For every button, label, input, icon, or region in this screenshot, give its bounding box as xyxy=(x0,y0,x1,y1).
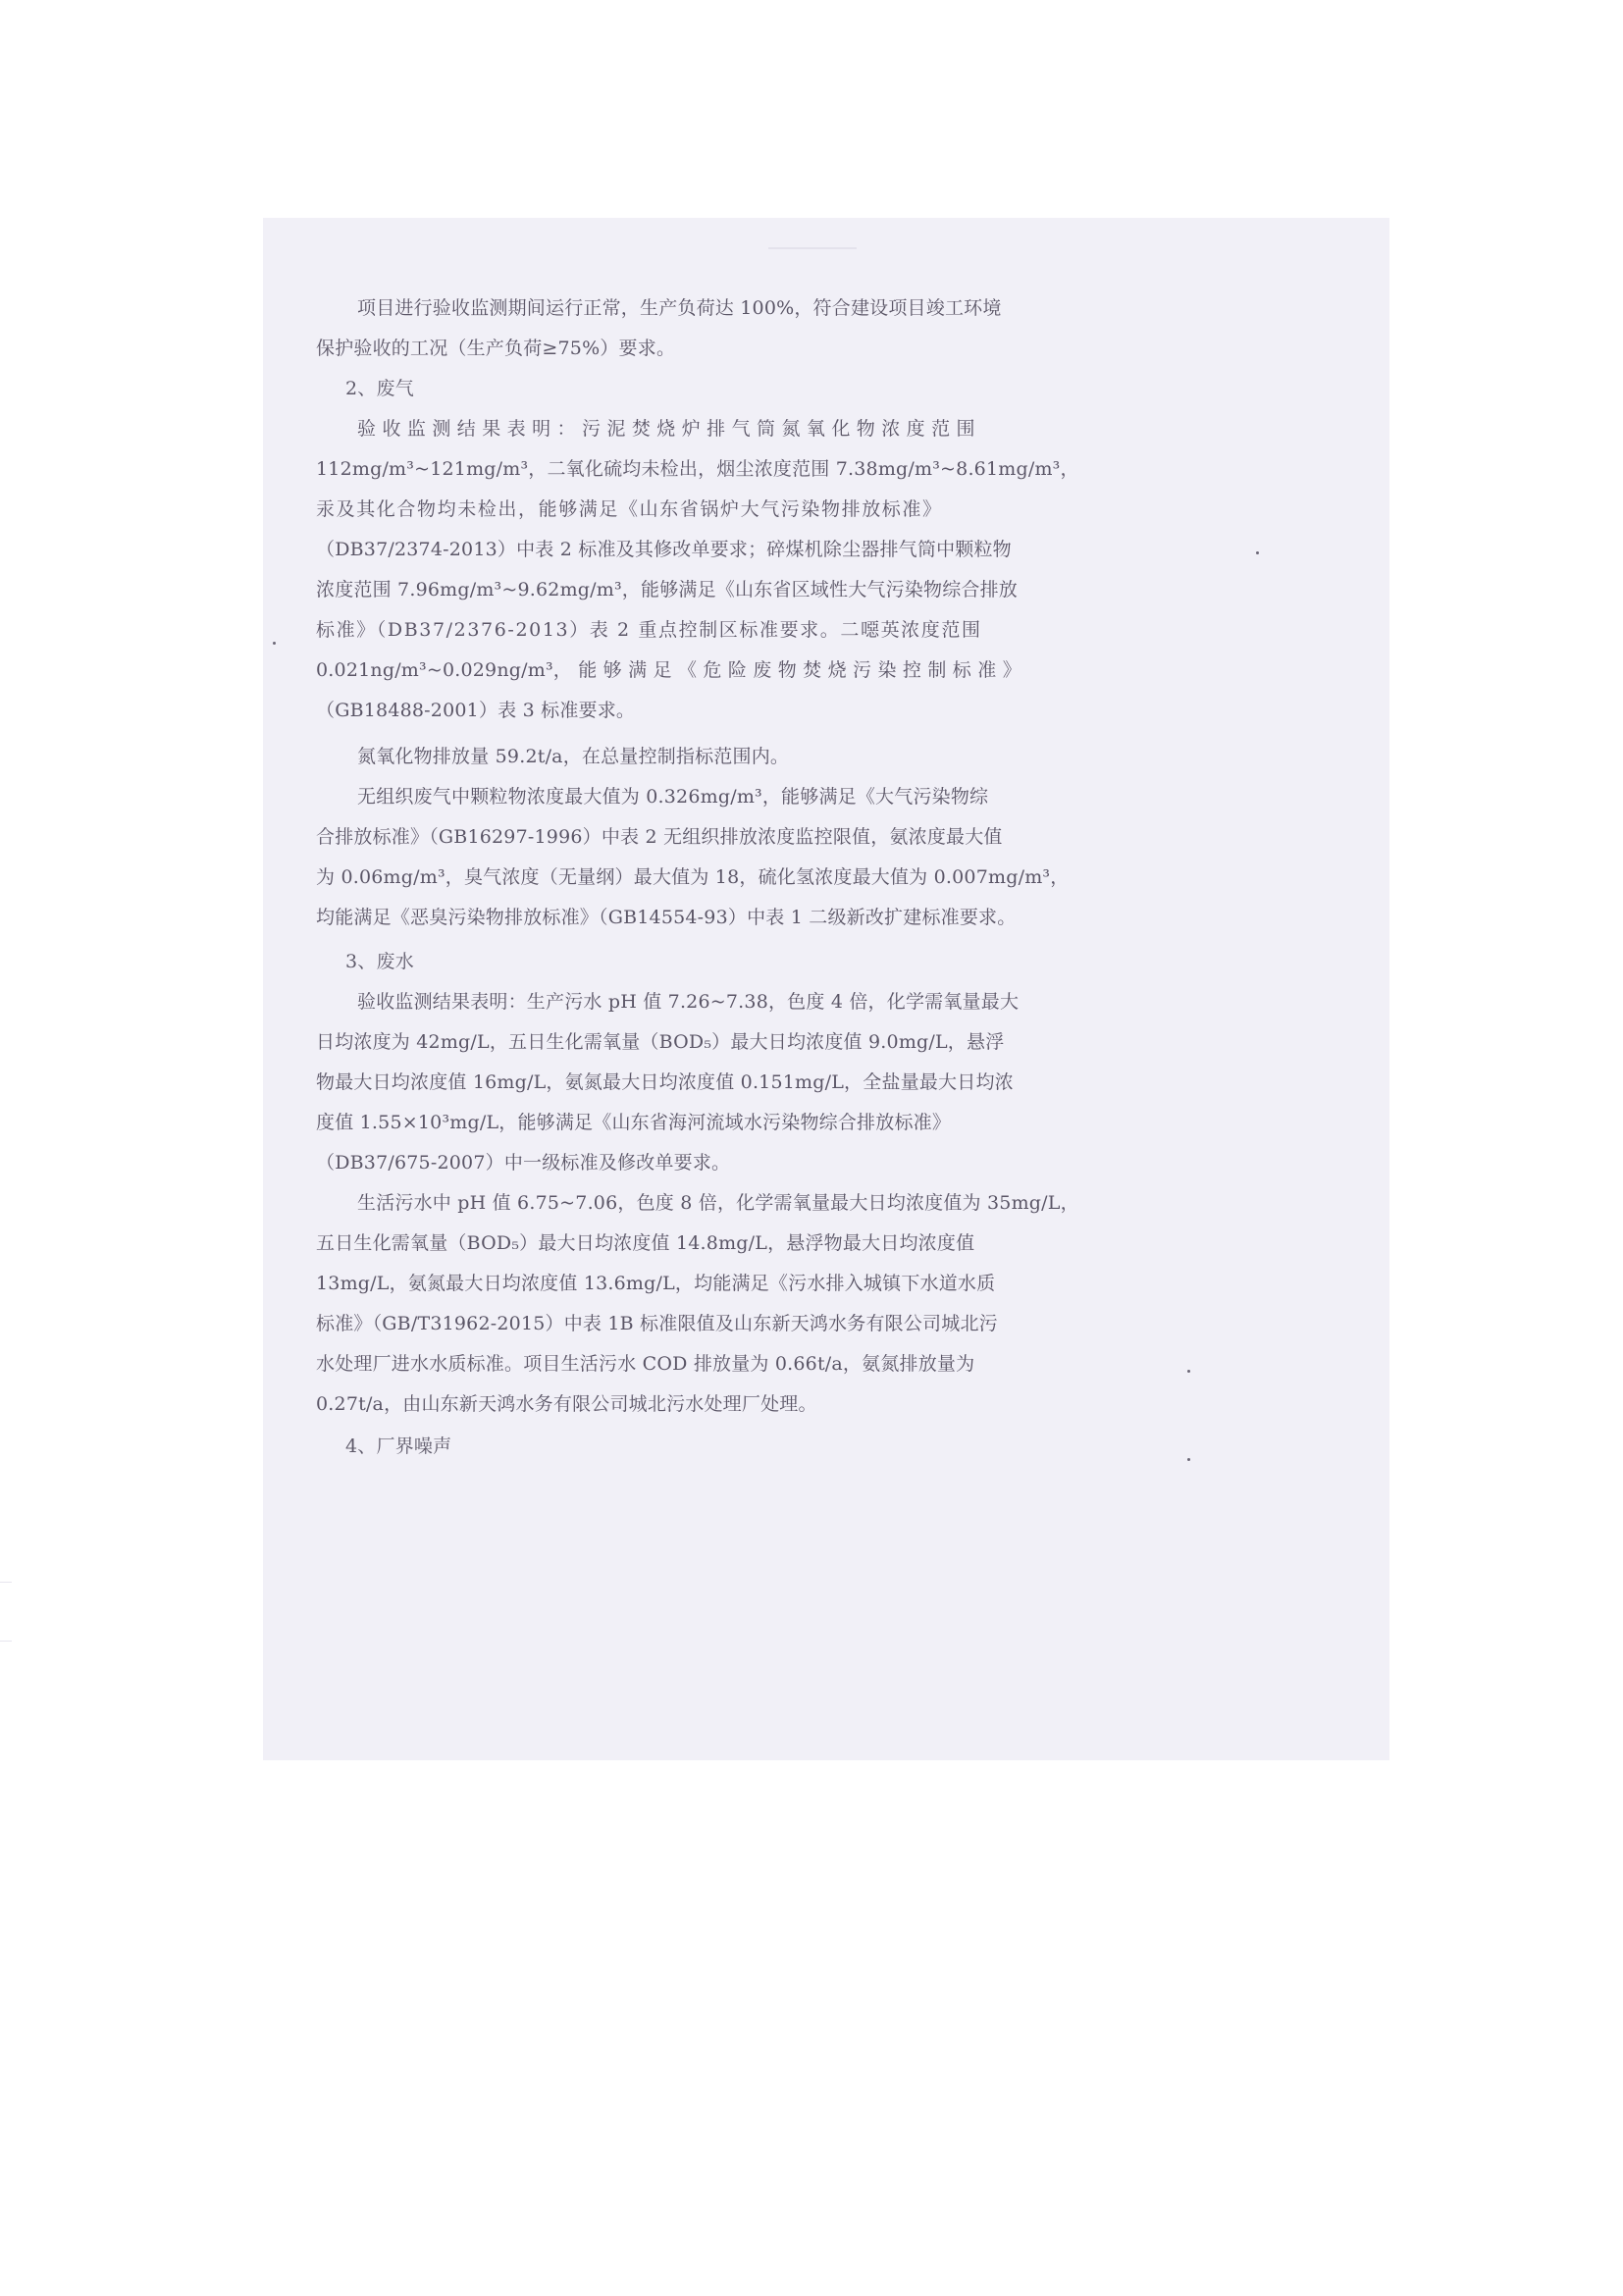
text-line: 保护验收的工况（生产负荷≥75%）要求。 xyxy=(316,338,676,359)
text-line: 合排放标准》（GB16297-1996）中表 2 无组织排放浓度监控限值，氨浓度最大值 xyxy=(316,826,1003,848)
text-line: 日均浓度为 42mg/L，五日生化需氧量（BOD₅）最大日均浓度值 9.0mg/L，悬浮 xyxy=(316,1031,1005,1053)
text-line: 均能满足《恶臭污染物排放标准》（GB14554-93）中表 1 二级新改扩建标准要求。 xyxy=(316,907,1017,928)
text-line: 13mg/L，氨氮最大日均浓度值 13.6mg/L，均能满足《污水排入城镇下水道水质 xyxy=(316,1273,996,1294)
text-line: 水处理厂进水水质标准。项目生活污水 COD 排放量为 0.66t/a，氨氮排放量为 xyxy=(316,1353,975,1375)
text-line: 无组织废气中颗粒物浓度最大值为 0.326mg/m³，能够满足《大气污染物综 xyxy=(357,786,989,808)
text-line: 物最大日均浓度值 16mg/L，氨氮最大日均浓度值 0.151mg/L，全盐量最大日均浓 xyxy=(316,1071,1014,1093)
section-heading-waste-gas: 2、废气 xyxy=(345,378,414,399)
text-line: 汞及其化合物均未检出，能够满足《山东省锅炉大气污染物排放标准》 xyxy=(316,498,943,520)
scan-edge-mark xyxy=(0,1641,12,1642)
text-line: 生活污水中 pH 值 6.75~7.06，色度 8 倍，化学需氧量最大日均浓度值为 35mg/L， xyxy=(357,1192,1079,1214)
scan-speck xyxy=(273,642,276,645)
scan-speck xyxy=(1187,1370,1190,1373)
text-line: （DB37/2374-2013）中表 2 标准及其修改单要求；碎煤机除尘器排气筒中颗粒物 xyxy=(316,539,1012,560)
document-body xyxy=(263,218,1389,1760)
text-line: 氮氧化物排放量 59.2t/a，在总量控制指标范围内。 xyxy=(357,746,790,767)
text-line: （GB18488-2001）表 3 标准要求。 xyxy=(316,700,636,721)
text-line: 0.27t/a，由山东新天鸿水务有限公司城北污水处理厂处理。 xyxy=(316,1393,817,1415)
text-line: 验收监测结果表明：生产污水 pH 值 7.26~7.38，色度 4 倍，化学需氧量最大 xyxy=(357,991,1020,1013)
scan-speck xyxy=(1187,1458,1190,1461)
text-line: （DB37/675-2007）中一级标准及修改单要求。 xyxy=(316,1152,731,1174)
text-line: 为 0.06mg/m³，臭气浓度（无量纲）最大值为 18，硫化氢浓度最大值为 0.007mg/m³， xyxy=(316,866,1070,888)
text-line: 112mg/m³~121mg/m³，二氧化硫均未检出，烟尘浓度范围 7.38mg/m³~8.61mg/m³， xyxy=(316,458,1079,480)
text-line: 浓度范围 7.96mg/m³~9.62mg/m³，能够满足《山东省区域性大气污染物综合排放 xyxy=(316,579,1018,600)
scan-edge-mark xyxy=(0,1582,12,1583)
text-line: 度值 1.55×10³mg/L，能够满足《山东省海河流域水污染物综合排放标准》 xyxy=(316,1112,952,1133)
text-line: 五日生化需氧量（BOD₅）最大日均浓度值 14.8mg/L，悬浮物最大日均浓度值 xyxy=(316,1232,975,1254)
text-line: 标准》（GB/T31962-2015）中表 1B 标准限值及山东新天鸿水务有限公司城北污 xyxy=(316,1313,998,1334)
text-line: 项目进行验收监测期间运行正常，生产负荷达 100%，符合建设项目竣工环境 xyxy=(357,297,1002,319)
text-line: 验 收 监 测 结 果 表 明 ： 污 泥 焚 烧 炉 排 气 筒 氮 氧 化 物 浓 度 范 围 xyxy=(357,418,975,440)
scanned-document-sheet xyxy=(263,218,1389,1760)
text-line: 标准》（DB37/2376-2013）表 2 重点控制区标准要求。二噁英浓度范围 xyxy=(316,619,982,641)
section-heading-noise: 4、厂界噪声 xyxy=(345,1435,452,1457)
section-heading-waste-water: 3、废水 xyxy=(345,951,414,972)
text-line: 0.021ng/m³~0.029ng/m³， 能 够 满 足 《 危 险 废 物 焚 烧 污 染 控 制 标 准 》 xyxy=(316,659,1021,681)
scan-speck xyxy=(1256,551,1259,554)
